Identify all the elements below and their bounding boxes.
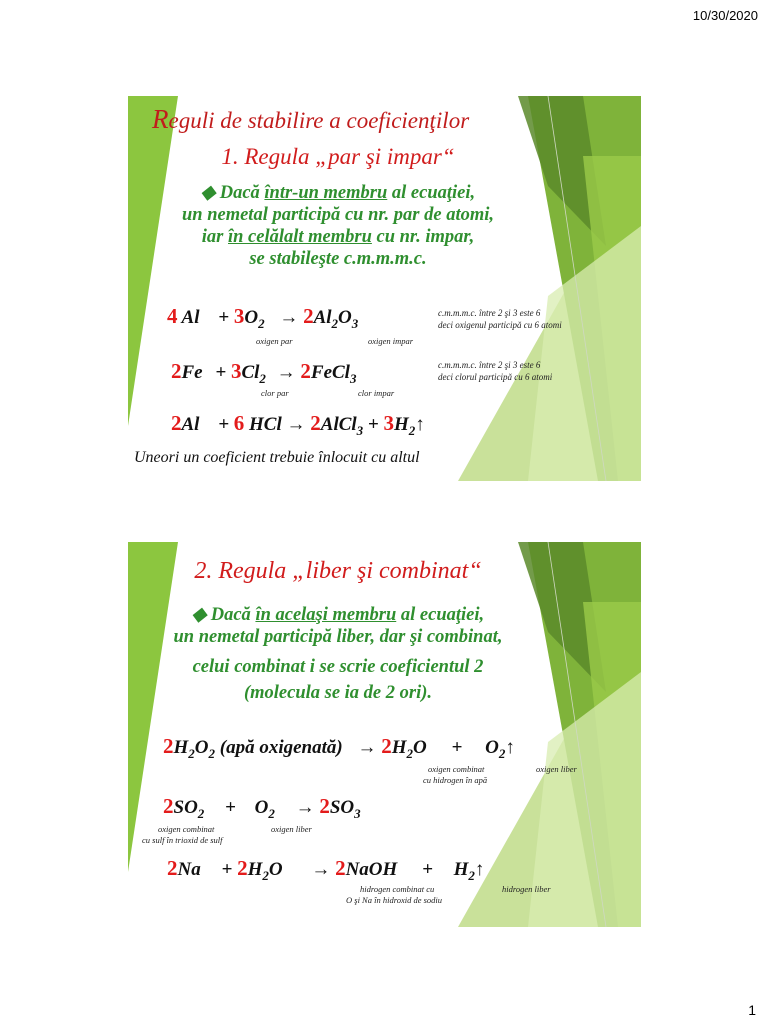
rule-1-heading: 1. Regula „par şi impar“ [221, 144, 455, 169]
eq-1-1-label-right: oxigen impar [368, 336, 414, 346]
eq-2-1-label-right: oxigen liber [536, 764, 577, 774]
rule-2-line-1: ◆ Dacă în acelaşi membru al ecuaţiei, [191, 605, 485, 625]
eq-2-2-label-mid: oxigen liber [271, 824, 312, 834]
rule-2-line-3: celui combinat i se scrie coeficientul 2 [192, 657, 484, 677]
eq-2-1-label-mid-2: cu hidrogen în apă [423, 775, 488, 785]
slide-1-footer-note: Uneori un coeficient trebuie înlocuit cu altul [134, 449, 420, 466]
eq-2-2: $2SO_2 + O_2 \to 2SO_3$ [163, 794, 361, 821]
eq-2-3-label-mid-1: hidrogen combinat cu [360, 884, 435, 894]
left-green-stripe [128, 542, 178, 872]
slide-2 [128, 542, 641, 927]
eq-1-2-note-2: deci clorul participă cu 6 atomi [438, 372, 553, 382]
eq-1-2-note-1: c.m.m.m.c. între 2 şi 3 este 6 [438, 360, 541, 370]
rule-2-heading: 2. Regula „liber şi combinat“ [194, 558, 482, 584]
eq-2-3: $2Na + 2H_2O$ → 2NaOH + $H_2↑$ [167, 856, 485, 883]
eq-2-2-label-left-1: oxigen combinat [158, 824, 215, 834]
page-number: 1 [748, 1002, 756, 1018]
eq-1-2-label-right: clor impar [358, 388, 395, 398]
slide-1-title: Reguli de stabilire a coeficienţilor [152, 104, 470, 134]
eq-1-1-label-left: oxigen par [256, 336, 293, 346]
rule-2-line-2: un nemetal participă liber, dar şi combinat, [173, 627, 503, 647]
page-date: 10/30/2020 [692, 8, 758, 23]
rule-1-line-3: iar în celălalt membru cu nr. impar, [201, 227, 475, 247]
rule-1-line-1: ◆ Dacă într-un membru al ecuaţiei, [200, 183, 476, 203]
eq-2-1: $2H_2O_2$ (apă oxigenată) → $2H_2O$ + $O_2↑$ [163, 734, 515, 761]
eq-2-2-label-left-2: cu sulf în trioxid de sulf [142, 835, 223, 845]
eq-1-1-note-1: c.m.m.m.c. între 2 şi 3 este 6 [438, 308, 541, 318]
eq-1-1-note-2: deci oxigenul participă cu 6 atomi [438, 320, 562, 330]
eq-1-3: 2Al + 6 HCl → 2AlCl$_3$ + $3H_2↑$ [171, 411, 425, 438]
eq-2-1-label-mid-1: oxigen combinat [428, 764, 485, 774]
eq-2-3-label-mid-2: O şi Na în hidroxid de sodiu [346, 895, 443, 905]
rule-1-line-4: se stabileşte c.m.m.m.c. [249, 249, 427, 269]
slide-1 [128, 96, 641, 481]
eq-1-2: $2Fe + 3Cl_2$ → 2FeCl$_3$ [171, 359, 357, 386]
eq-1-2-label-left: clor par [261, 388, 289, 398]
rule-2-line-4: (molecula se ia de 2 ori). [243, 683, 433, 703]
eq-1-1: 4 $Al + 3O_2 \to 2Al_2O_3$ [167, 304, 359, 331]
rule-1-line-2: un nemetal participă cu nr. par de atomi, [182, 205, 494, 225]
eq-2-3-label-right: hidrogen liber [502, 884, 551, 894]
